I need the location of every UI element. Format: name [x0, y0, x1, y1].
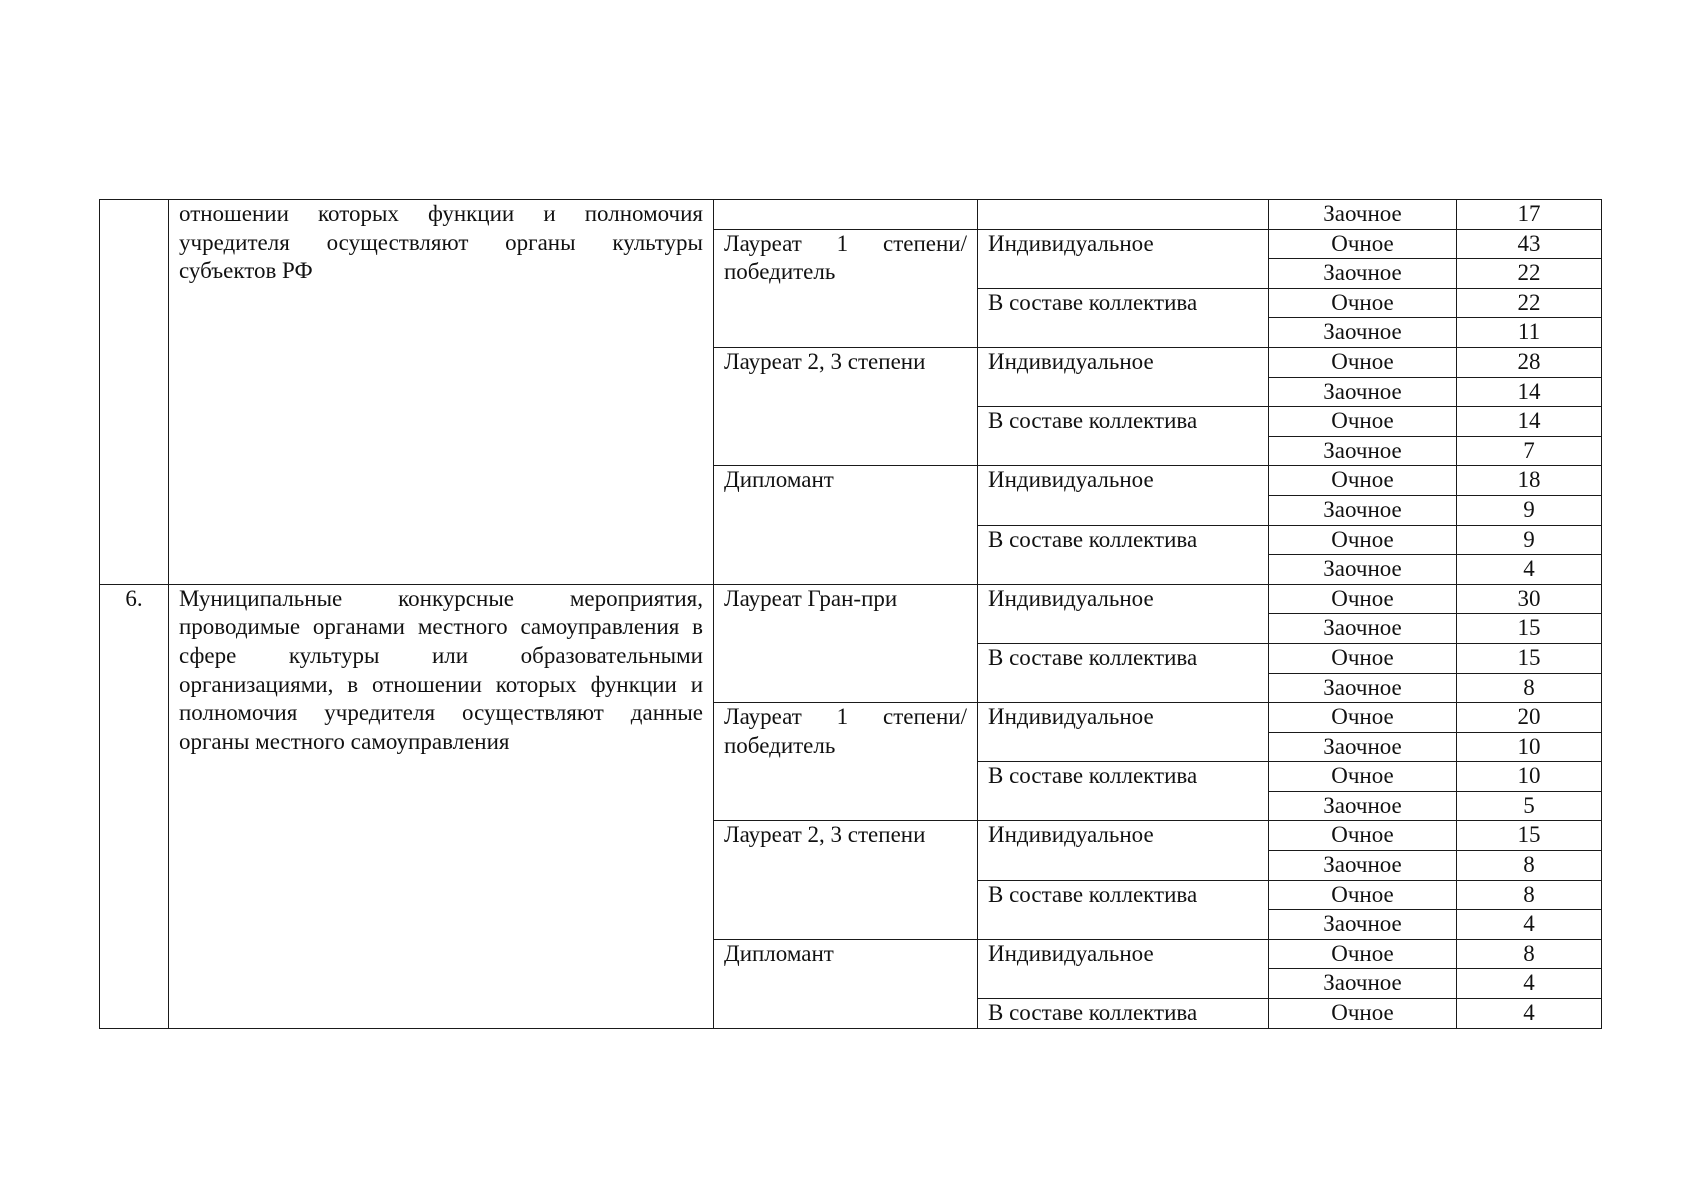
participation-type: Индивидуальное — [978, 939, 1269, 998]
award-title: Дипломант — [714, 466, 978, 584]
points-value: 11 — [1457, 318, 1602, 348]
participation-form: Очное — [1269, 939, 1457, 969]
participation-form: Очное — [1269, 821, 1457, 851]
points-value: 4 — [1457, 999, 1602, 1029]
participation-type: В составе коллектива — [978, 880, 1269, 939]
participation-form: Очное — [1269, 880, 1457, 910]
points-value: 10 — [1457, 732, 1602, 762]
participation-form: Заочное — [1269, 673, 1457, 703]
points-value: 8 — [1457, 851, 1602, 881]
participation-form: Очное — [1269, 525, 1457, 555]
points-value: 15 — [1457, 821, 1602, 851]
participation-type: Индивидуальное — [978, 821, 1269, 880]
participation-type: Индивидуальное — [978, 703, 1269, 762]
participation-form: Заочное — [1269, 377, 1457, 407]
award-title: Дипломант — [714, 939, 978, 1028]
points-value: 8 — [1457, 673, 1602, 703]
participation-form: Заочное — [1269, 200, 1457, 230]
participation-form: Заочное — [1269, 555, 1457, 585]
award-title: Лауреат 2, 3 степени — [714, 821, 978, 939]
participation-type: В составе коллектива — [978, 999, 1269, 1029]
participation-form: Заочное — [1269, 318, 1457, 348]
points-value: 4 — [1457, 555, 1602, 585]
participation-form: Заочное — [1269, 791, 1457, 821]
item-number: 6. — [100, 584, 169, 1028]
participation-form: Очное — [1269, 762, 1457, 792]
points-value: 28 — [1457, 347, 1602, 377]
participation-type: Индивидуальное — [978, 229, 1269, 288]
awards-table — [99, 199, 1602, 1029]
item-number — [100, 200, 169, 585]
participation-type: Индивидуальное — [978, 584, 1269, 643]
participation-form: Заочное — [1269, 910, 1457, 940]
participation-type: В составе коллектива — [978, 525, 1269, 584]
participation-type — [978, 200, 1269, 230]
event-description: Муниципальные конкурсные мероприятия, проводимые органами местного самоуправления в сфере культуры или образовательными организациями, в отношении которых функции и полномочия учредителя осуществляют данные органы местного самоуправления — [169, 584, 714, 1028]
points-value: 9 — [1457, 525, 1602, 555]
points-value: 15 — [1457, 614, 1602, 644]
participation-form: Очное — [1269, 703, 1457, 733]
participation-form: Очное — [1269, 288, 1457, 318]
points-value: 20 — [1457, 703, 1602, 733]
award-title — [714, 200, 978, 230]
participation-form: Заочное — [1269, 259, 1457, 289]
points-value: 22 — [1457, 259, 1602, 289]
participation-type: Индивидуальное — [978, 466, 1269, 525]
points-value: 30 — [1457, 584, 1602, 614]
participation-type: В составе коллектива — [978, 762, 1269, 821]
points-value: 4 — [1457, 910, 1602, 940]
points-value: 14 — [1457, 377, 1602, 407]
participation-form: Заочное — [1269, 851, 1457, 881]
points-value: 22 — [1457, 288, 1602, 318]
points-value: 8 — [1457, 939, 1602, 969]
participation-type: В составе коллектива — [978, 643, 1269, 702]
participation-form: Очное — [1269, 643, 1457, 673]
table-row — [100, 584, 1602, 614]
award-title: Лауреат 1 степени/ победитель — [714, 703, 978, 821]
points-value: 5 — [1457, 791, 1602, 821]
participation-form: Очное — [1269, 347, 1457, 377]
points-value: 18 — [1457, 466, 1602, 496]
points-value: 15 — [1457, 643, 1602, 673]
points-value: 43 — [1457, 229, 1602, 259]
participation-type: В составе коллектива — [978, 288, 1269, 347]
points-value: 9 — [1457, 495, 1602, 525]
points-value: 17 — [1457, 200, 1602, 230]
award-title: Лауреат 1 степени/ победитель — [714, 229, 978, 347]
participation-form: Очное — [1269, 229, 1457, 259]
event-description: отношении которых функции и полномочия учредителя осуществляют органы культуры субъектов РФ — [169, 200, 714, 585]
points-value: 8 — [1457, 880, 1602, 910]
participation-form: Очное — [1269, 407, 1457, 437]
points-value: 4 — [1457, 969, 1602, 999]
participation-form: Заочное — [1269, 969, 1457, 999]
award-title: Лауреат 2, 3 степени — [714, 347, 978, 465]
participation-form: Заочное — [1269, 495, 1457, 525]
participation-form: Очное — [1269, 466, 1457, 496]
participation-form: Заочное — [1269, 732, 1457, 762]
participation-form: Заочное — [1269, 436, 1457, 466]
participation-form: Очное — [1269, 999, 1457, 1029]
participation-form: Заочное — [1269, 614, 1457, 644]
award-title: Лауреат Гран-при — [714, 584, 978, 702]
participation-type: Индивидуальное — [978, 347, 1269, 406]
participation-type: В составе коллектива — [978, 407, 1269, 466]
participation-form: Очное — [1269, 584, 1457, 614]
points-value: 14 — [1457, 407, 1602, 437]
table-row — [100, 200, 1602, 230]
points-value: 10 — [1457, 762, 1602, 792]
points-value: 7 — [1457, 436, 1602, 466]
